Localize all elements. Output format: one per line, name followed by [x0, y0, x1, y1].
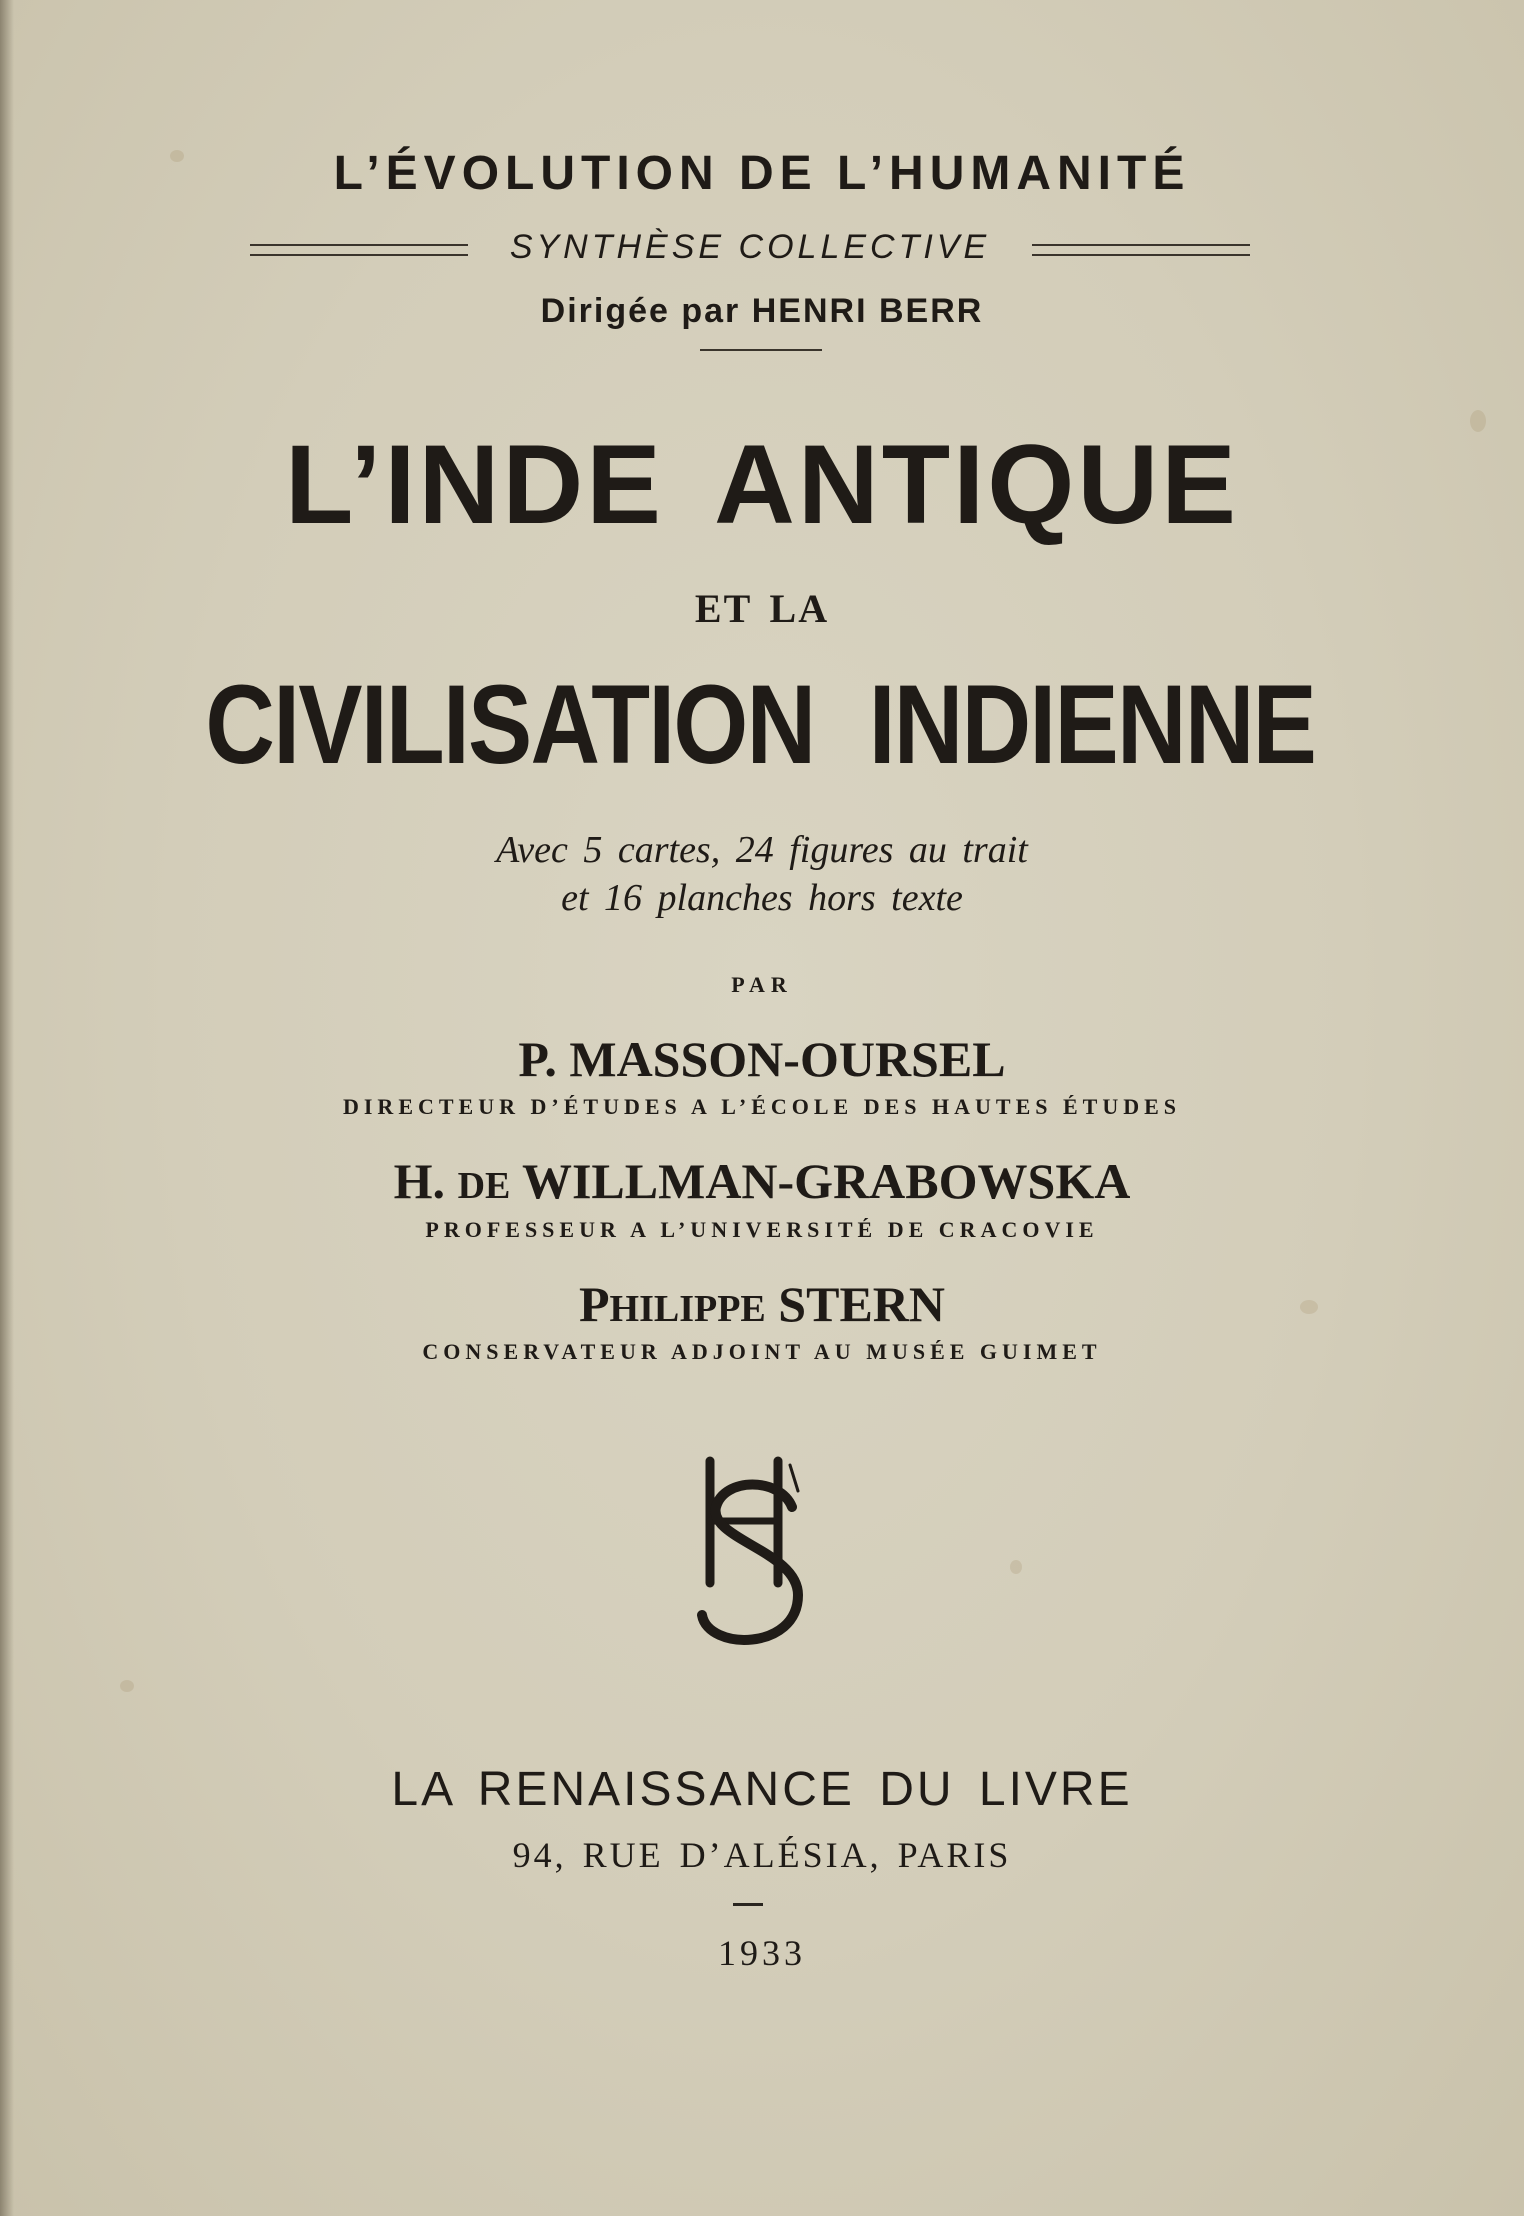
foxing-spot: [1010, 1560, 1022, 1574]
divider-rule: [700, 349, 822, 351]
publisher-name: LA RENAISSANCE DU LIVRE: [391, 1763, 1133, 1816]
publisher-address: 94, RUE D’ALÉSIA, PARIS: [512, 1835, 1012, 1875]
author-name: [0, 1152, 1524, 1210]
author-name-prefix: H.: [393, 1153, 446, 1209]
series-title: L’ÉVOLUTION DE L’HUMANITÉ: [333, 147, 1191, 200]
by-label: PAR: [731, 972, 793, 997]
illustrations-note-line-1: Avec 5 cartes, 24 figures au trait: [496, 829, 1028, 871]
author-name-main: WILLMAN-GRABOWSKA: [521, 1153, 1131, 1209]
series-editor: Dirigée par HENRI BERR: [540, 292, 984, 330]
foxing-spot: [120, 1680, 134, 1692]
author-name: [0, 1030, 1524, 1088]
series-subtitle: SYNTHÈSE COLLECTIVE: [509, 228, 991, 266]
author-role: PROFESSEUR A L’UNIVERSITÉ DE CRACOVIE: [425, 1217, 1099, 1242]
book-title-line-1: L’INDE ANTIQUE: [285, 422, 1239, 547]
publication-year: 1933: [718, 1933, 806, 1973]
author-name-particle: DE: [457, 1165, 511, 1207]
illustrations-note-line-2: et 16 planches hors texte: [561, 877, 963, 919]
book-title-line-2: CIVILISATION INDIENNE: [205, 662, 1316, 787]
series-subtitle-row: [250, 228, 1250, 268]
author-name-prefix: P: [578, 1276, 610, 1332]
author-name-prefix: P.: [518, 1031, 557, 1087]
author-name-main: MASSON-OURSEL: [569, 1031, 1006, 1087]
publisher-monogram-logo: [690, 1455, 820, 1655]
double-rule-left: [250, 244, 468, 256]
book-title-connector: ET LA: [694, 586, 830, 631]
author-role: DIRECTEUR D’ÉTUDES A L’ÉCOLE DES HAUTES ÉTUDES: [342, 1094, 1182, 1119]
author-name-main: STERN: [778, 1276, 946, 1332]
dash-divider: [733, 1903, 763, 1906]
author-role: CONSERVATEUR ADJOINT AU MUSÉE GUIMET: [422, 1339, 1102, 1364]
author-name-small-caps: HILIPPE: [609, 1288, 766, 1330]
author-name: [0, 1275, 1524, 1333]
double-rule-right: [1032, 244, 1250, 256]
